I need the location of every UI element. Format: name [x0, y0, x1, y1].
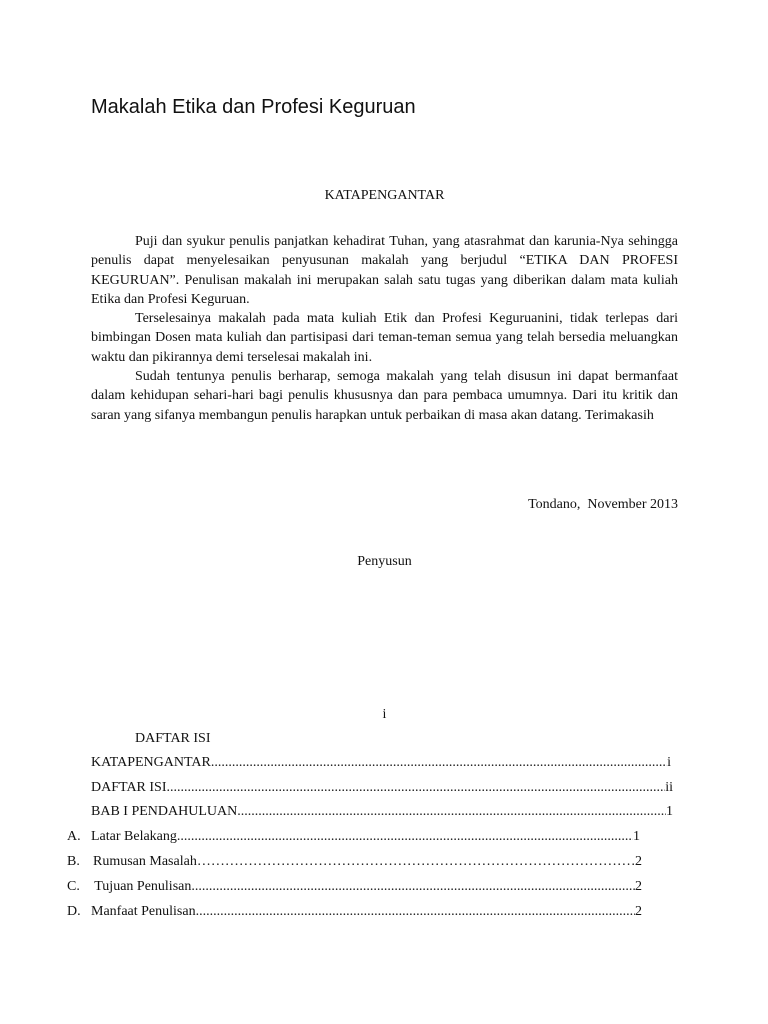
toc-entry-letter: D.: [67, 904, 81, 919]
toc-entry-page: 1: [666, 804, 673, 819]
toc-entry[interactable]: [67, 829, 640, 849]
toc-entry-label: DAFTAR ISI: [91, 780, 167, 795]
toc-entry-letter: C.: [67, 879, 80, 894]
foreword-paragraph: Sudah tentunya penulis berharap, semoga makalah yang telah disusun ini dapat bermanfaat dalam kehidupan sehari-hari bagi penulis khususnya dan para pembaca umumnya. Dari itu kritik dan saran yang sifanya membangun penulis harapkan untuk perbaikan di masa akan datang. Terimakasih: [91, 369, 678, 423]
page-number: i: [382, 707, 387, 722]
toc-entry-letter: B.: [67, 854, 80, 869]
signature-label: Penyusun: [357, 554, 412, 569]
toc-entry[interactable]: [67, 904, 642, 924]
foreword-heading: KATAPENGANTAR: [324, 188, 445, 203]
toc-entry-page: 2: [635, 854, 642, 869]
toc-leader-dots: [196, 904, 635, 920]
toc-entry-page: 2: [635, 904, 642, 919]
toc-entry-page: 1: [633, 829, 640, 844]
toc-entry-label: Tujuan Penulisan: [91, 879, 192, 894]
document-title: Makalah Etika dan Profesi Keguruan: [91, 96, 416, 118]
toc-entry-label: Rumusan Masalah: [93, 854, 197, 869]
toc-leader-dots: [197, 854, 635, 870]
foreword-body: [91, 232, 678, 425]
toc-entry-page: i: [667, 755, 671, 770]
toc-entry-label: Manfaat Penulisan: [91, 904, 196, 919]
toc-entry-letter: A.: [67, 829, 81, 844]
toc-leader-dots: [237, 804, 666, 820]
toc-entry-label: KATAPENGANTAR: [91, 755, 211, 770]
toc-entry-page: ii: [665, 780, 673, 795]
foreword-paragraph: Terselesainya makalah pada mata kuliah Etik dan Profesi Keguruanini, tidak terlepas dari bimbingan Dosen mata kuliah dan partisipasi dari teman-teman semua yang telah bersedia meluangkan waktu dan pikirannya demi terselesai makalah ini.: [91, 311, 678, 365]
toc-leader-dots: [191, 879, 635, 895]
place-date: Tondano, November 2013: [528, 497, 678, 512]
toc-entry-label: BAB I PENDAHULUAN: [91, 804, 238, 819]
toc-entry[interactable]: [67, 879, 642, 899]
toc-heading: DAFTAR ISI: [135, 731, 211, 746]
toc-leader-dots: [211, 755, 667, 771]
toc-entry[interactable]: [91, 755, 671, 775]
foreword-paragraph: Puji dan syukur penulis panjatkan kehadirat Tuhan, yang atasrahmat dan karunia-Nya sehingga penulis dapat menyelesaikan penyusunan makalah yang berjudul “ETIKA DAN PROFESI KEGURUAN”. Penulisan makalah ini merupakan salah satu tugas yang diberikan dalam mata kuliah Etika dan Profesi Keguruan.: [91, 234, 678, 307]
toc-entry[interactable]: [91, 804, 673, 824]
toc-entry[interactable]: [91, 780, 673, 800]
toc-leader-dots: [177, 829, 633, 845]
toc-leader-dots: [167, 780, 666, 796]
toc-entry-page: 2: [635, 879, 642, 894]
toc-entry[interactable]: [67, 854, 642, 874]
toc-entry-label: Latar Belakang: [91, 829, 177, 844]
